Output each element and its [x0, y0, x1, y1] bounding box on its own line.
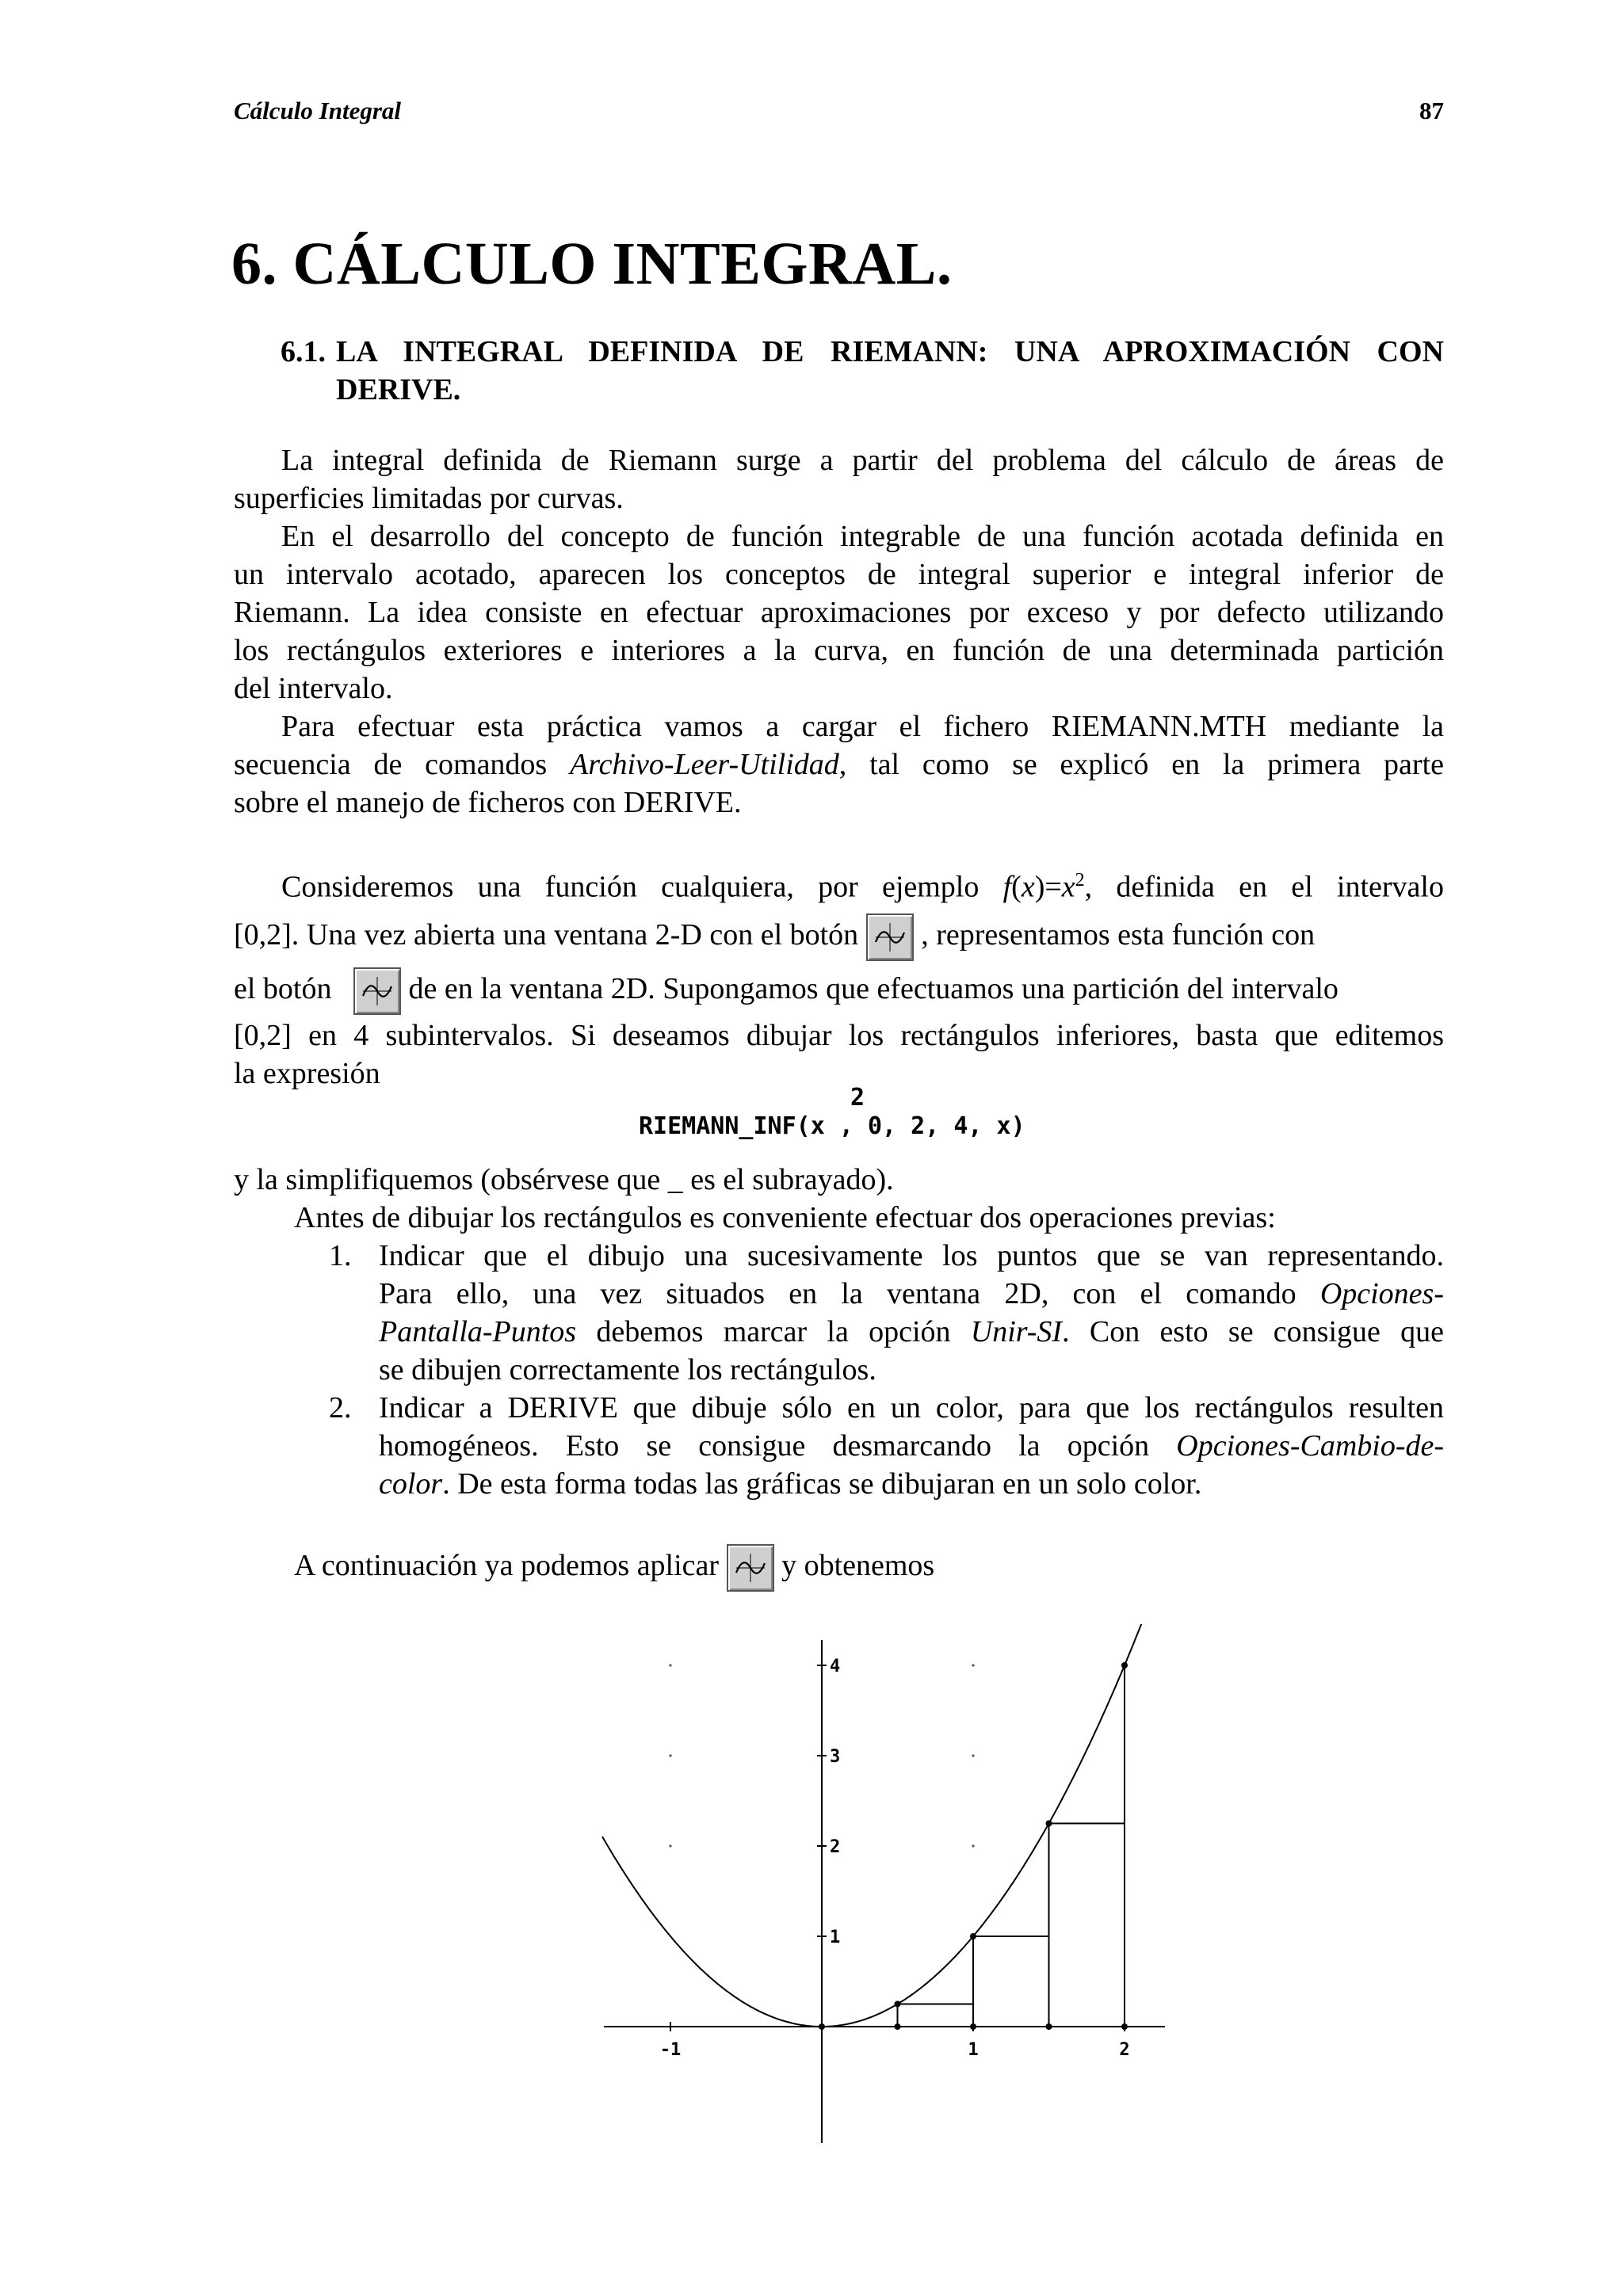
- text-span: de en la ventana 2D. Supongamos que efectuamos una partición del intervalo: [408, 972, 1338, 1005]
- text-span: el botón: [234, 972, 332, 1005]
- y-tick-label: 4: [830, 1657, 841, 1676]
- list-number: 1.: [329, 1239, 352, 1272]
- text-line: [379, 1275, 1444, 1313]
- text-line: [234, 861, 1444, 904]
- text-span: secuencia de comandos: [234, 748, 571, 781]
- paragraph-function: [234, 861, 1444, 904]
- text-span: . De esta forma todas las gráficas se dibujaran en un solo color.: [442, 1467, 1202, 1501]
- text-span: debemos marcar la opción: [576, 1315, 971, 1348]
- plot-button-icon[interactable]: [353, 967, 401, 1015]
- riemann-rectangle: [898, 2004, 974, 2027]
- curve-point: [1046, 1821, 1052, 1827]
- text-span: )=: [1034, 870, 1062, 904]
- header-title: Cálculo Integral: [234, 97, 402, 124]
- expression-exponent: 2: [850, 1084, 865, 1112]
- text-line: [379, 1465, 1444, 1503]
- text-line: la expresión: [234, 1057, 380, 1090]
- chapter-title: 6. CÁLCULO INTEGRAL.: [231, 231, 953, 297]
- menu-path: Opciones-: [1319, 1277, 1444, 1310]
- menu-path: Archivo-Leer-Utilidad: [570, 748, 839, 781]
- text-line: [234, 965, 1444, 1013]
- text-line: [234, 911, 1444, 959]
- partition-point: [1046, 2023, 1052, 2030]
- text-span: , representamos esta función con: [921, 918, 1316, 952]
- grid-dot: [669, 1754, 671, 1756]
- text-line: Antes de dibujar los rectángulos es conveniente efectuar dos operaciones previas:: [294, 1201, 1276, 1234]
- grid-dot: [972, 1754, 974, 1756]
- curve-point: [895, 2001, 901, 2008]
- math-x: x: [1061, 870, 1075, 904]
- curve-point: [1121, 1662, 1128, 1669]
- section-title-line2: DERIVE.: [336, 373, 461, 406]
- text-line: La integral definida de Riemann surge a partir del problema del cálculo de áreas de: [281, 444, 1444, 477]
- paragraph-riemann-file: [234, 707, 1444, 822]
- text-line: Para efectuar esta práctica vamos a cargar el fichero RIEMANN.MTH mediante la: [281, 710, 1444, 743]
- text-span: , tal como se explicó en la primera parte: [838, 748, 1444, 781]
- x-tick-label: 2: [1119, 2040, 1130, 2060]
- text-line: [0,2] en 4 subintervalos. Si deseamos dibujar los rectángulos inferiores, basta que editemos: [234, 1019, 1444, 1052]
- menu-path: Pantalla-Puntos: [379, 1315, 577, 1348]
- math-x: x: [1021, 870, 1035, 904]
- text-line: Indicar a DERIVE que dibuje sólo en un color, para que los rectángulos resulten: [379, 1391, 1444, 1425]
- text-line: [379, 1313, 1444, 1351]
- paragraph-simplify: [234, 1161, 1444, 1237]
- text-line: [294, 1540, 1086, 1591]
- y-tick-label: 3: [830, 1747, 841, 1767]
- text-line: se dibujen correctamente los rectángulos.: [379, 1353, 876, 1386]
- partition-point: [895, 2023, 901, 2030]
- section-title-line1: LA INTEGRAL DEFINIDA DE RIEMANN: UNA APROXIMACIÓN CON: [336, 335, 1444, 368]
- option-name: Unir-SI: [970, 1315, 1063, 1348]
- riemann-rectangle: [973, 1936, 1049, 2027]
- math-f: f: [1002, 870, 1012, 904]
- curve-point: [970, 1933, 976, 1939]
- menu-path: Opciones-Cambio-de-: [1176, 1429, 1444, 1463]
- expression-riemann-inf: RIEMANN_INF(x , 0, 2, 4, x): [639, 1112, 1025, 1140]
- text-span: A continuación ya podemos aplicar: [294, 1549, 720, 1582]
- paragraph-intro: [234, 441, 1444, 707]
- text-line: Indicar que el dibujo una sucesivamente los puntos que se van representando.: [379, 1239, 1444, 1272]
- y-tick-label: 1: [830, 1928, 841, 1947]
- text-line: un intervalo acotado, aparecen los conceptos de integral superior e integral inferior de: [234, 558, 1444, 591]
- partition-point: [819, 2023, 825, 2030]
- plot-apply-icon[interactable]: [727, 1544, 774, 1592]
- text-span: [0,2]. Una vez abierta una ventana 2-D con el botón: [234, 918, 859, 952]
- text-span: Para ello, una vez situados en la ventana 2D, con el comando: [379, 1277, 1320, 1310]
- parabola-curve: [602, 1624, 1163, 2027]
- text-span: . Con esto se consigue que: [1062, 1315, 1444, 1348]
- text-line: los rectángulos exteriores e interiores a la curva, en función de una determinada partición: [234, 634, 1444, 667]
- list-number: 2.: [329, 1391, 352, 1425]
- text-span: , definida en el intervalo: [1084, 870, 1444, 904]
- text-line: Riemann. La idea consiste en efectuar aproximaciones por exceso y por defecto utilizando: [234, 596, 1444, 629]
- text-span: y obtenemos: [781, 1549, 935, 1582]
- plot-window-icon[interactable]: [866, 913, 914, 961]
- math-exponent: 2: [1075, 870, 1085, 891]
- partition-point: [970, 2023, 976, 2030]
- y-tick-label: 2: [830, 1837, 841, 1857]
- text-span: (: [1011, 870, 1022, 904]
- x-tick-label: -1: [659, 2040, 682, 2060]
- x-tick-label: 1: [968, 2040, 979, 2060]
- text-span: Consideremos una función cualquiera, por ejemplo: [281, 870, 1003, 904]
- text-line: superficies limitadas por curvas.: [234, 482, 624, 515]
- text-line: [234, 746, 1444, 784]
- text-line: En el desarrollo del concepto de función integrable de una función acotada definida en: [281, 520, 1444, 553]
- partition-point: [1121, 2023, 1128, 2030]
- text-line: del intervalo.: [234, 672, 393, 705]
- section-number: 6.1.: [281, 335, 326, 368]
- text-line: [379, 1427, 1444, 1465]
- paragraph-function-cont: [234, 1016, 1444, 1093]
- grid-dot: [972, 1844, 974, 1847]
- text-line: sobre el manejo de ficheros con DERIVE.: [234, 786, 742, 819]
- text-line: y la simplifiquemos (obsérvese que _ es el subrayado).: [234, 1163, 894, 1196]
- riemann-lower-sum-plot: [586, 1624, 1189, 2147]
- menu-path: color: [379, 1467, 443, 1501]
- text-span: homogéneos. Esto se consigue desmarcando la opción: [379, 1429, 1177, 1463]
- grid-dot: [669, 1664, 671, 1666]
- page-number: 87: [1419, 97, 1444, 124]
- grid-dot: [669, 1844, 671, 1847]
- riemann-rectangle: [1049, 1824, 1125, 2027]
- grid-dot: [972, 1664, 974, 1666]
